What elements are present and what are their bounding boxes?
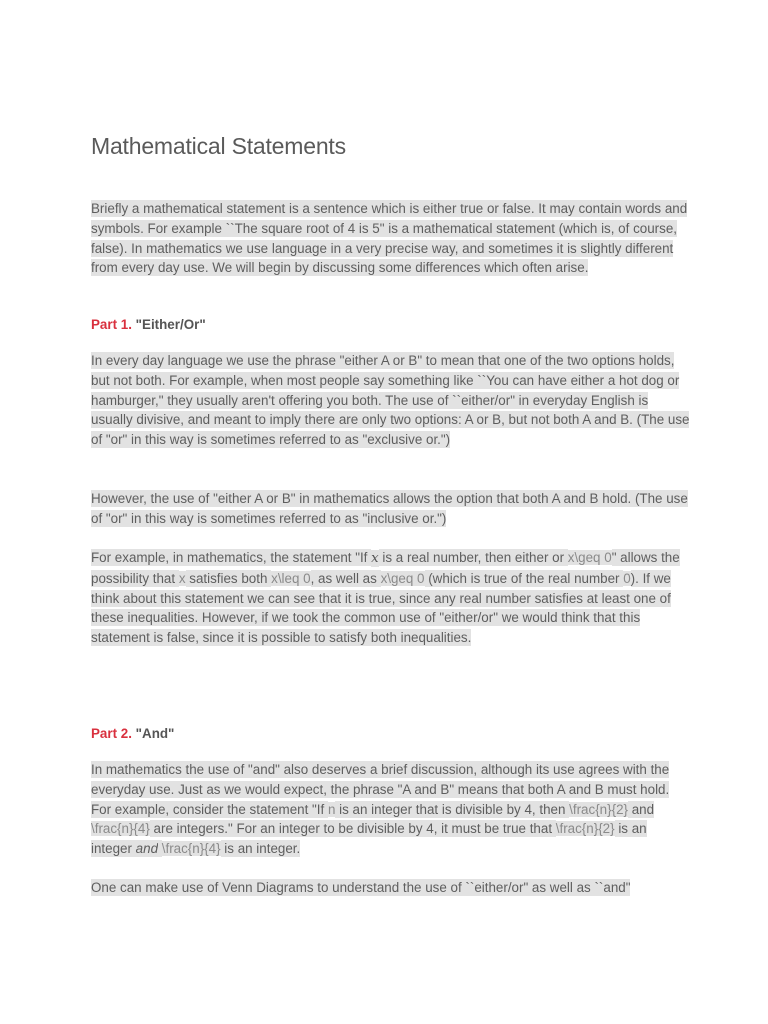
part2-p1-s3: and — [627, 801, 655, 817]
latex-snippet: \frac{n}{4} — [161, 841, 221, 857]
intro-text: Briefly a mathematical statement is a sentence which is either true or false. It may contain words and symbols. For example ``The square root of 4 is 5" is a mathematical statement (which is, of course, false). In mathematics we use language in a very precise way, and sometimes it is slightly different from every day use. We will begin by discussing some differences which often arise. — [91, 201, 688, 276]
part1-paragraph-3 — [91, 548, 691, 648]
part2-paragraph-1 — [91, 760, 691, 859]
latex-snippet: n — [327, 801, 336, 817]
math-variable-x: x — [371, 551, 379, 566]
part2-title: "And" — [135, 726, 175, 741]
part1-paragraph-1 — [91, 351, 691, 450]
part1-p3-s3: " allows the possibility that — [91, 550, 680, 586]
part2-p1-s7: is an integer. — [220, 841, 301, 857]
part2-number: Part 2. — [91, 726, 132, 741]
latex-snippet: \frac{n}{2} — [569, 801, 628, 817]
part2-p1-s1: In mathematics the use of "and" also deserves a brief discussion, although its use agrees with the everyday use. Just as we would expect, the phrase "A and B" means that both A and B must hold. For example, consider the statement "If — [91, 762, 670, 817]
part1-p1-text: In every day language we use the phrase "either A or B" to mean that one of the two options holds, but not both. For example, when most people say something like ``You can have either a hot dog or hamburger," they usually aren't offering you both. The use of ``either/or" in everyday English is usually divisive, and meant to imply there are only two options: A or B, but not both A and B. (The use of "or" in this way is sometimes referred to as "exclusive or.") — [91, 353, 690, 448]
part1-p3-s7: ). If we think about this statement we can see that it is true, since any real number satisfies at least one of these inequalities. However, if we took the common use of "either/or" we would think that this statement is false, since it is possible to satisfy both inequalities. — [91, 570, 671, 646]
part2-p1-s5: is an integer — [91, 821, 647, 857]
latex-snippet: \frac{n}{4} — [91, 821, 150, 837]
latex-snippet: \frac{n}{2} — [555, 821, 615, 837]
part1-paragraph-2 — [91, 489, 691, 529]
part1-p3-s6: (which is true of the real number — [424, 570, 624, 586]
latex-snippet: x — [178, 570, 186, 586]
page-title: Mathematical Statements — [91, 133, 346, 159]
part1-number: Part 1. — [91, 317, 132, 332]
part2-p2-text: One can make use of Venn Diagrams to understand the use of ``either/or" as well as ``and" — [91, 880, 631, 895]
latex-snippet: x\leq 0 — [271, 570, 311, 586]
part2-paragraph-2 — [91, 878, 691, 898]
part1-p2-text: However, the use of "either A or B" in mathematics allows the option that both A and B hold. (The use of "or" in this way is sometimes referred to as "inclusive or.") — [91, 491, 688, 526]
latex-snippet: 0 — [623, 570, 631, 586]
part2-p1-s2: is an integer that is divisible by 4, then — [335, 801, 570, 817]
part2-heading — [91, 726, 174, 741]
intro-paragraph — [91, 199, 691, 278]
part1-title: "Either/Or" — [135, 317, 206, 332]
latex-snippet: x\geq 0 — [567, 550, 612, 565]
latex-snippet: x\geq 0 — [380, 570, 425, 586]
part1-p3-s2: is a real number, then either or — [378, 550, 568, 565]
part1-p3-s1: For example, in mathematics, the statement "If — [91, 550, 372, 565]
part1-heading — [91, 317, 206, 332]
emphasis-and: and — [135, 841, 159, 857]
part1-p3-s5: , as well as — [310, 570, 381, 586]
part1-p3-s4: satisfies both — [185, 570, 272, 586]
part2-p1-s4: are integers." For an integer to be divisible by 4, it must be true that — [149, 821, 556, 837]
